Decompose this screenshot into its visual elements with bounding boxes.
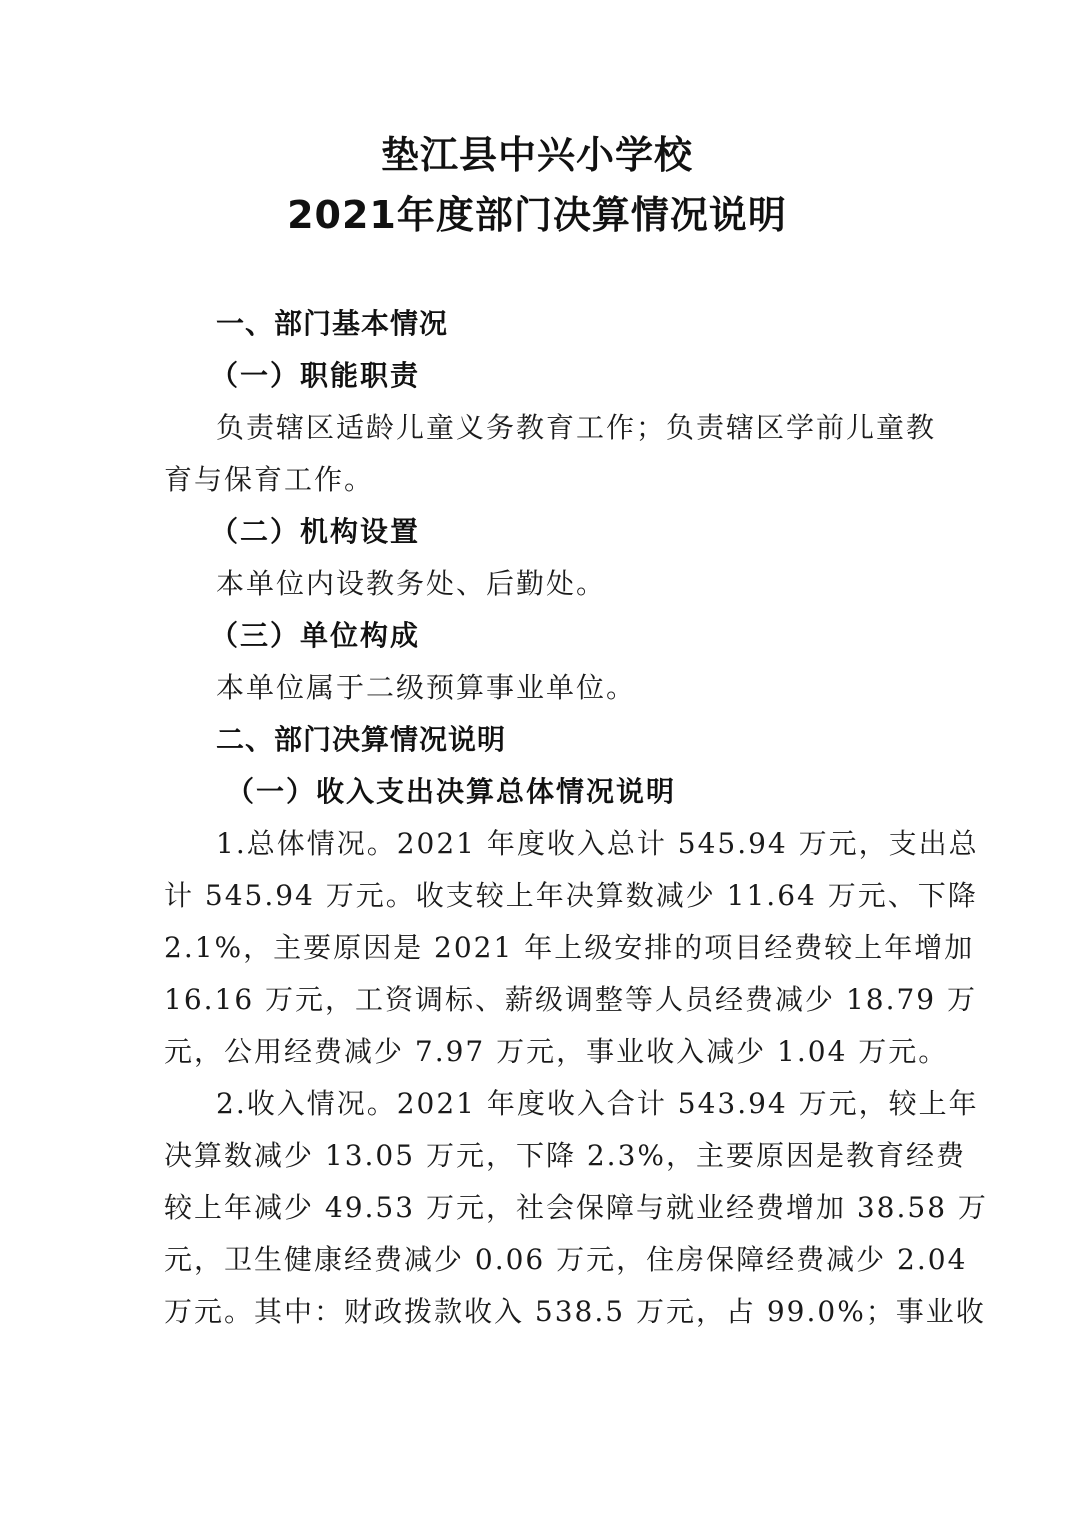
section-heading-final-accounts: 二、部门决算情况说明 (216, 723, 507, 756)
subsection-heading-income-expense: （一）收入支出决算总体情况说明 (226, 775, 677, 808)
section-heading-basic-info: 一、部门基本情况 (216, 307, 449, 340)
document-title-line-1: 垫江县中兴小学校 (380, 133, 693, 177)
paragraph-line: 决算数减少 13.05 万元，下降 2.3%，主要原因是教育经费 (164, 1139, 966, 1172)
paragraph-line: 万元。其中：财政拨款收入 538.5 万元，占 99.0%；事业收 (164, 1295, 986, 1328)
paragraph-line: 育与保育工作。 (164, 463, 375, 496)
paragraph-line: 16.16 万元，工资调标、薪级调整等人员经费减少 18.79 万 (164, 983, 978, 1016)
subsection-heading-functions: （一）职能职责 (210, 359, 421, 392)
paragraph-line: 本单位内设教务处、后勤处。 (216, 567, 607, 600)
paragraph-line: 2.1%，主要原因是 2021 年上级安排的项目经费较上年增加 (164, 931, 975, 964)
paragraph-line: 负责辖区适龄儿童义务教育工作；负责辖区学前儿童教 (216, 411, 937, 444)
subsection-heading-organization: （二）机构设置 (210, 515, 421, 548)
paragraph-line: 1.总体情况。2021 年度收入总计 545.94 万元，支出总 (216, 827, 979, 860)
paragraph-line: 2.收入情况。2021 年度收入合计 543.94 万元，较上年 (216, 1087, 979, 1120)
document-title-line-2: 2021年度部门决算情况说明 (287, 193, 787, 237)
subsection-heading-composition: （三）单位构成 (210, 619, 421, 652)
paragraph-line: 计 545.94 万元。收支较上年决算数减少 11.64 万元、下降 (164, 879, 978, 912)
paragraph-line: 本单位属于二级预算事业单位。 (216, 671, 637, 704)
paragraph-line: 元，公用经费减少 7.97 万元，事业收入减少 1.04 万元。 (164, 1035, 949, 1068)
paragraph-line: 元，卫生健康经费减少 0.06 万元，住房保障经费减少 2.04 (164, 1243, 968, 1276)
paragraph-line: 较上年减少 49.53 万元，社会保障与就业经费增加 38.58 万 (164, 1191, 988, 1224)
